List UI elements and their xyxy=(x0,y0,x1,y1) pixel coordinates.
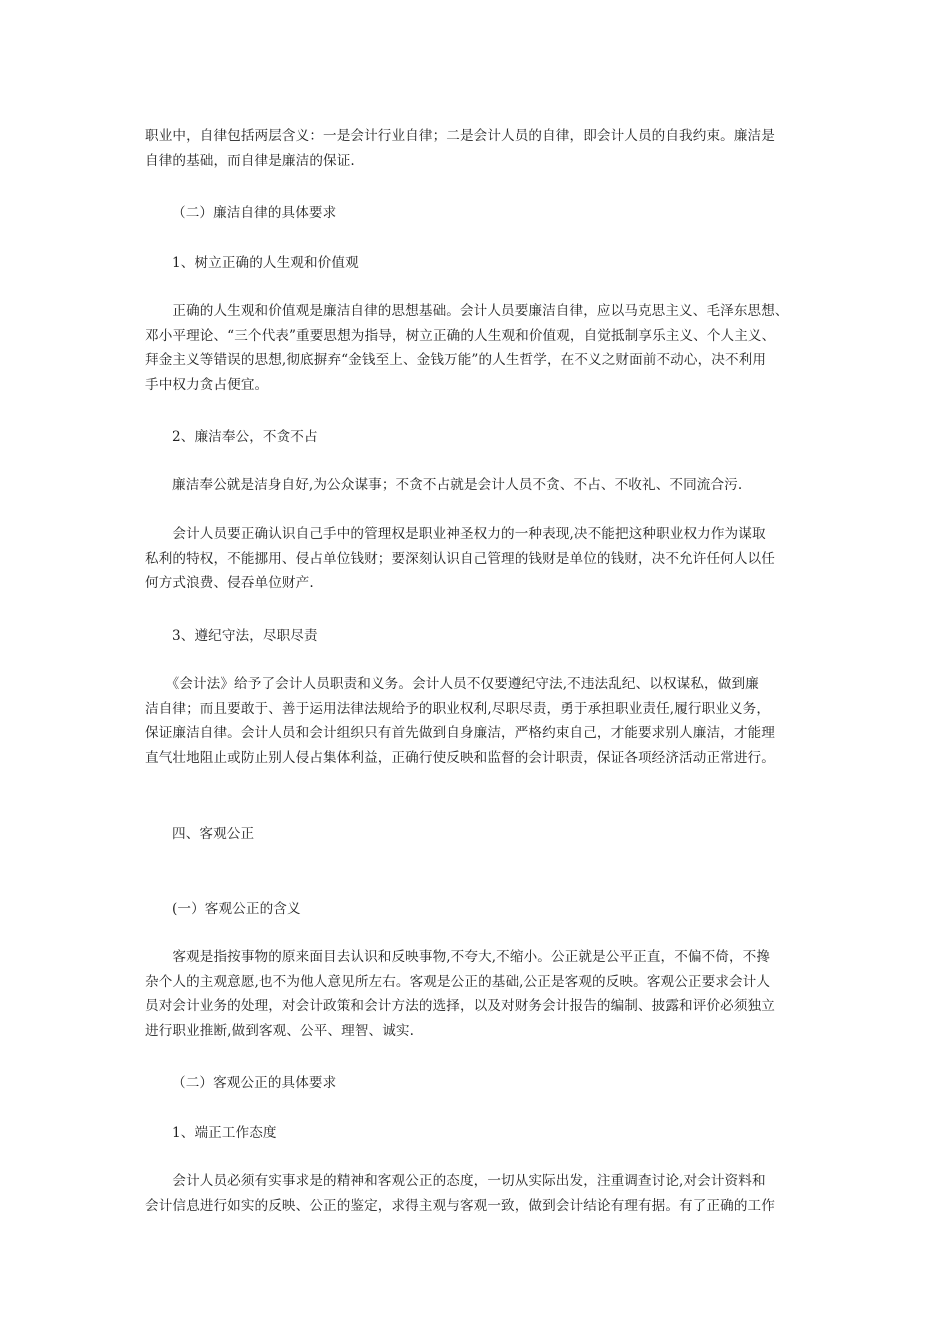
heading-item-1: 1、树立正确的人生观和价值观 xyxy=(172,255,359,271)
paragraph-accounting-law xyxy=(145,672,810,770)
paragraph-objective-definition xyxy=(145,945,810,1043)
text-line: 会计人员必须有实事求是的精神和客观公正的态度，一切从实际出发，注重调查讨论,对会计资料和 xyxy=(145,1173,766,1189)
text-line: 职业中，自律包括两层含义：一是会计行业自律；二是会计人员的自律，即会计人员的自我约束。廉洁是 xyxy=(145,128,775,144)
heading-item-3: 3、遵纪守法，尽职尽责 xyxy=(172,628,318,644)
text-line: 客观是指按事物的原来面目去认识和反映事物,不夸大,不缩小。公正就是公平正直，不偏不倚，不搀 xyxy=(145,949,771,965)
text-line: 进行职业推断,做到客观、公平、理智、诚实. xyxy=(145,1022,415,1039)
text-line: 保证廉洁自律。会计人员和会计组织只有首先做到自身廉洁，严格约束自己，才能要求别人廉洁，才能理 xyxy=(145,725,775,741)
text-line: 手中权力贪占便宜。 xyxy=(145,376,269,393)
text-line: 自律的基础，而自律是廉洁的保证. xyxy=(145,152,355,169)
heading-item-k1: 1、端正工作态度 xyxy=(172,1125,277,1141)
text-line: 会计人员要正确认识自己手中的管理权是职业神圣权力的一种表现,决不能把这种职业权力作为谋取 xyxy=(145,526,766,542)
text-line: 杂个人的主观意愿,也不为他人意见所左右。客观是公正的基础,公正是客观的反映。客观公正要求会计人 xyxy=(145,973,771,990)
text-line: 邓小平理论、“三个代表”重要思想为指导，树立正确的人生观和价值观，自觉抵制享乐主义、个人主义、 xyxy=(145,327,776,344)
text-line: 直气壮地阻止或防止别人侵占集体利益，正确行使反映和监督的会计职责，保证各项经济活动正常进行。 xyxy=(145,749,775,766)
heading-objective-meaning: (一）客观公正的含义 xyxy=(172,901,301,917)
text-line: 私利的特权，不能挪用、侵占单位钱财；要深刻认识自己管理的钱财是单位的钱财，决不允许任何人以任 xyxy=(145,550,775,567)
heading-objective-requirements: （二）客观公正的具体要求 xyxy=(172,1075,337,1091)
text-line: 正确的人生观和价值观是廉洁自律的思想基础。会计人员要廉洁自律，应以马克思主义、毛泽东思想、 xyxy=(145,303,789,319)
paragraph-outlook-values xyxy=(145,299,810,397)
text-line: 拜金主义等错误的思想,彻底摒弃“金钱至上、金钱万能”的人生哲学，在不义之财面前不动心，决不利用 xyxy=(145,352,767,368)
text-line: 洁自律；而且要敢于、善于运用法律法规给予的职业权利,尽职尽责，勇于承担职业责任,履行职业义务， xyxy=(145,700,771,717)
paragraph-management-power xyxy=(145,522,810,596)
paragraph-work-attitude xyxy=(145,1169,810,1218)
heading-lianjie-requirements: （二）廉洁自律的具体要求 xyxy=(172,205,337,221)
text-line: 会计信息进行如实的反映、公正的鉴定，求得主观与客观一致，做到会计结论有理有据。有了正确的工作 xyxy=(145,1197,775,1214)
section-heading-objective-fair: 四、客观公正 xyxy=(172,826,255,842)
text-line: 何方式浪费、侵吞单位财产. xyxy=(145,575,314,591)
text-line: 《会计法》给予了会计人员职责和义务。会计人员不仅要遵纪守法,不违法乱纪、以权谋私，做到廉 xyxy=(145,676,759,692)
heading-item-2: 2、廉洁奉公，不贪不占 xyxy=(172,429,318,445)
text-line: 员对会计业务的处理，对会计政策和会计方法的选择，以及对财务会计报告的编制、披露和评价必须独立 xyxy=(145,998,775,1014)
paragraph-integrity-definition: 廉洁奉公就是洁身自好,为公众谋事；不贪不占就是会计人员不贪、不占、不收礼、不同流合污. xyxy=(172,477,743,493)
paragraph-self-discipline-meaning xyxy=(145,124,810,173)
